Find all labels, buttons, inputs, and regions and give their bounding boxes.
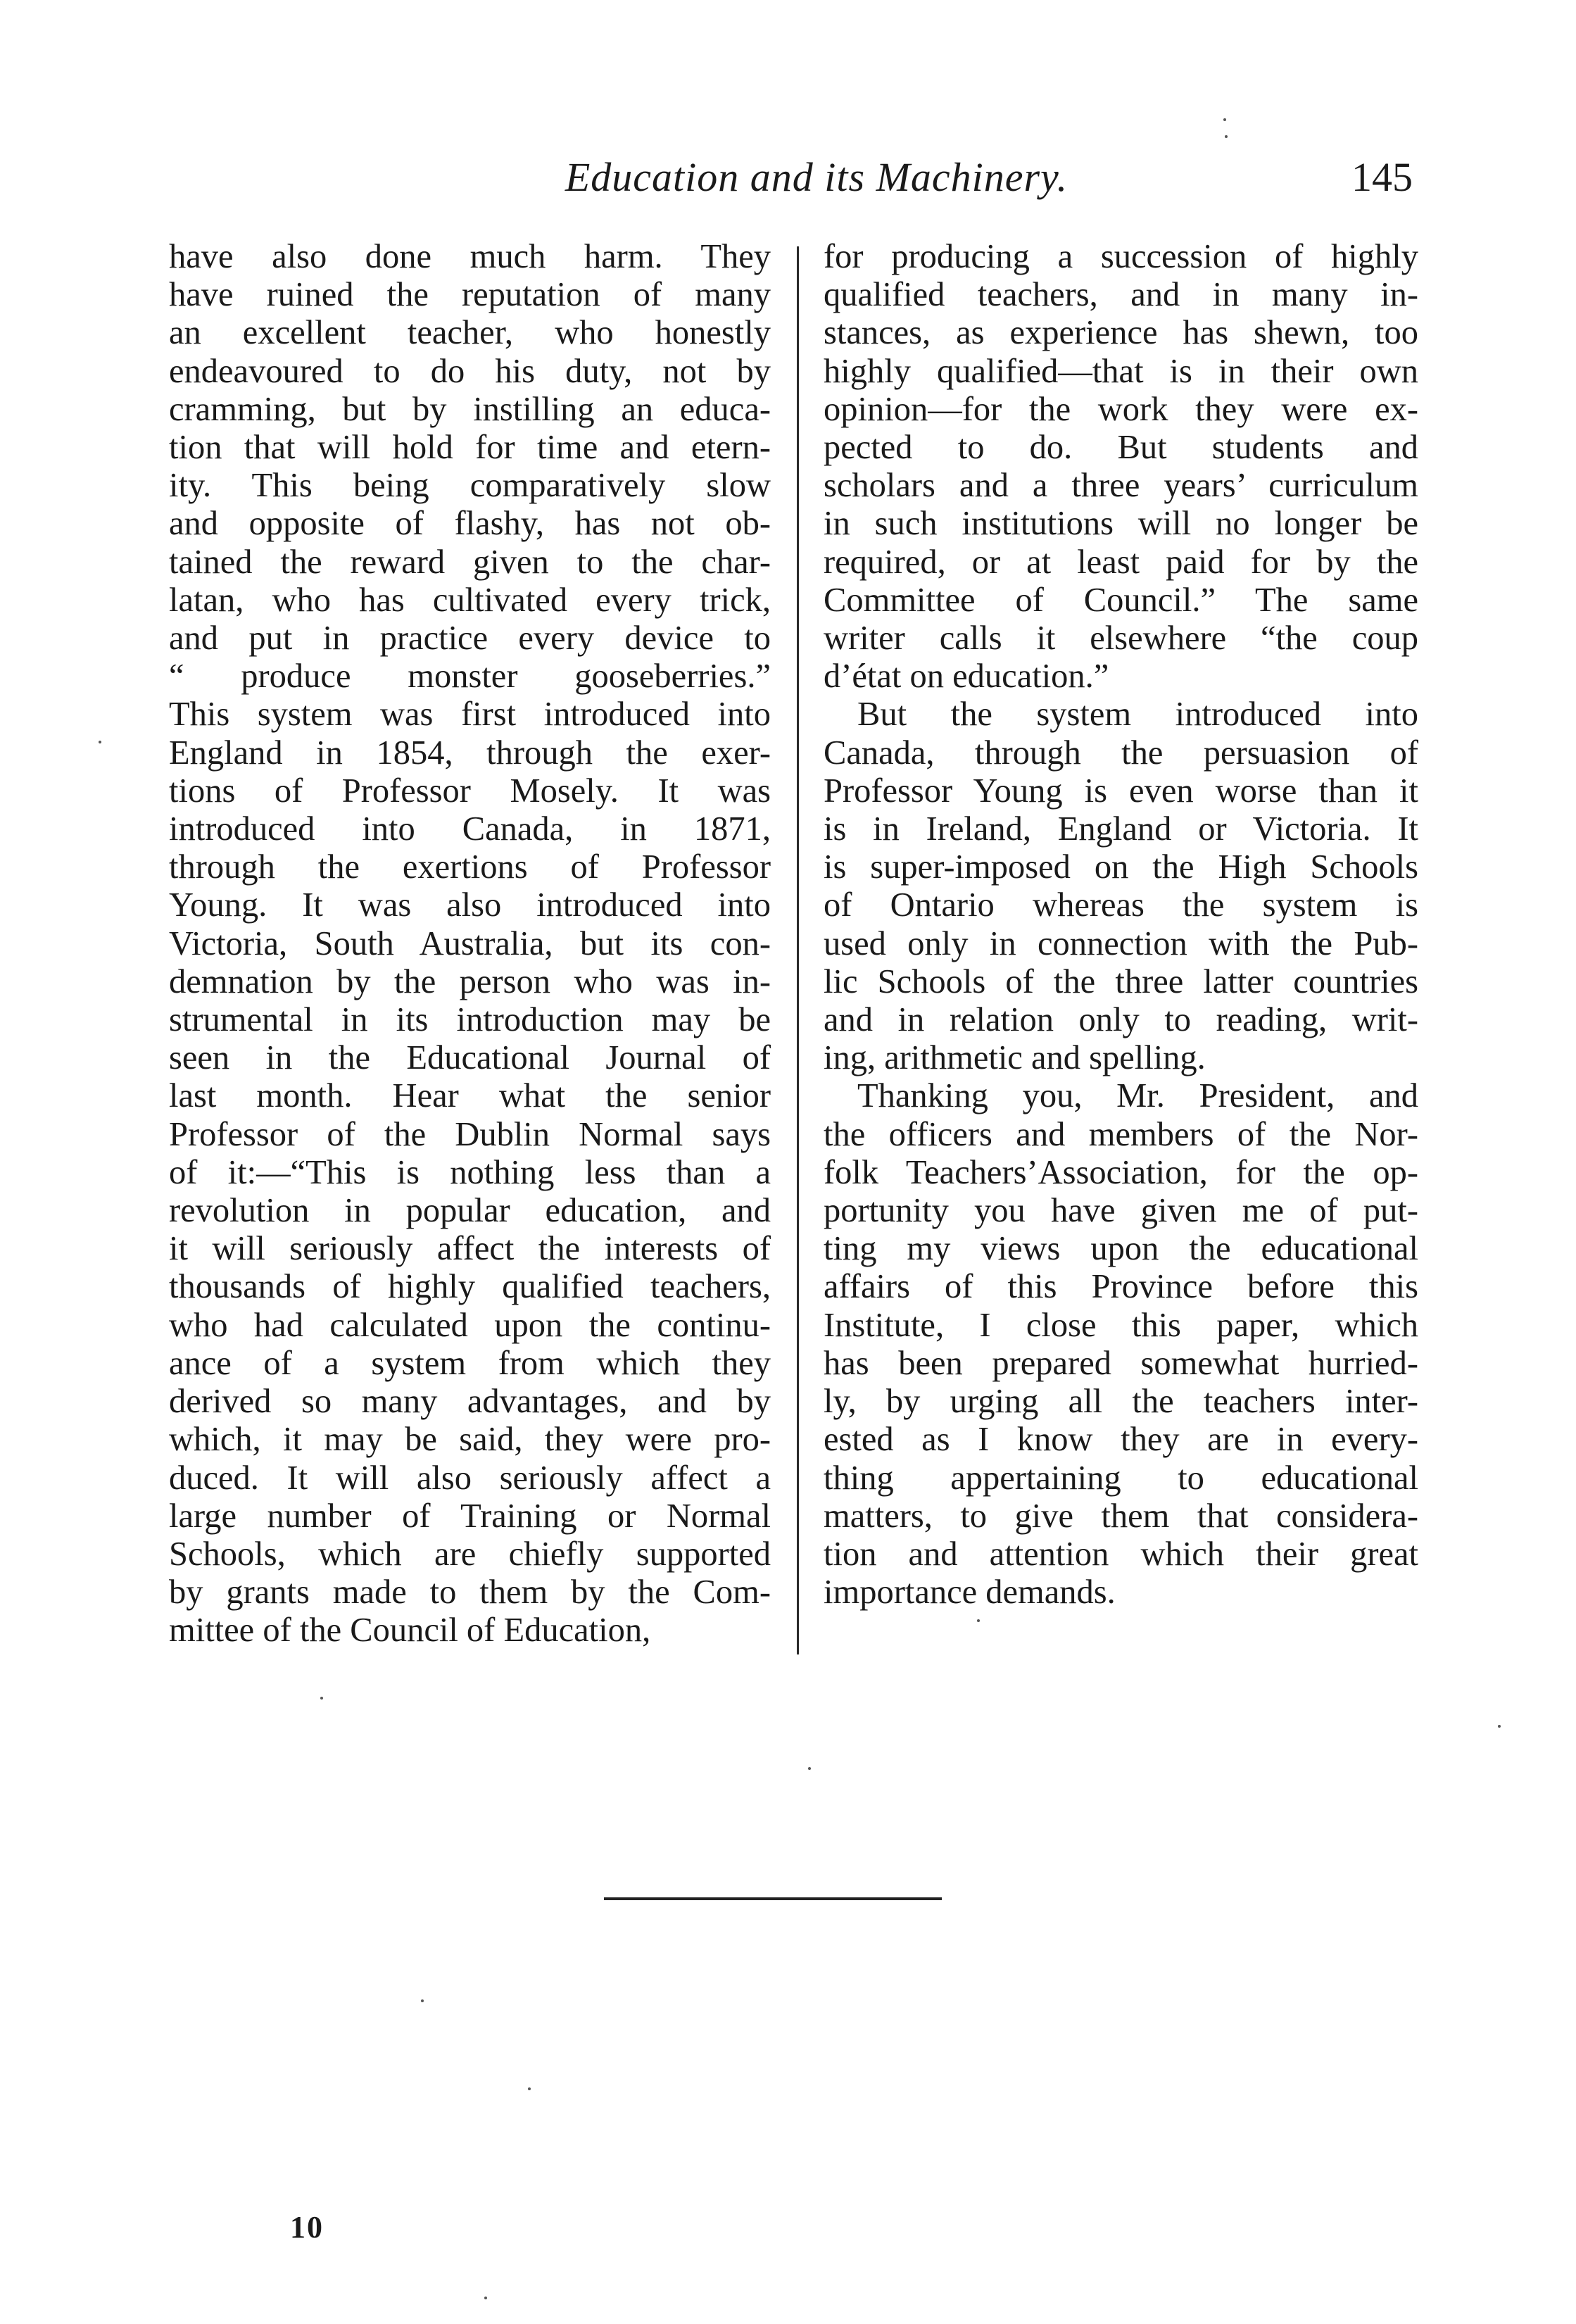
print-speck — [808, 1767, 811, 1770]
right-column — [824, 238, 1418, 1612]
text-line: tions of Professor Mosely. It was — [169, 772, 771, 810]
text-line: stances, as experience has shewn, too — [824, 314, 1418, 352]
running-title: Education and its Machinery. — [565, 154, 1068, 200]
text-line: “ produce monster gooseberries.” — [169, 658, 771, 696]
text-line: Thanking you, Mr. President, and — [857, 1077, 1418, 1115]
text-line: last month. Hear what the senior — [169, 1077, 771, 1115]
text-line: of Ontario whereas the system is — [824, 886, 1418, 924]
text-line: matters, to give them that considera- — [824, 1497, 1418, 1535]
text-line: is super-imposed on the High Schools — [824, 848, 1418, 886]
text-line: required, or at least paid for by the — [824, 543, 1418, 581]
left_column-lines — [169, 238, 771, 1650]
text-line: England in 1854, through the exer- — [169, 734, 771, 772]
text-line: through the exertions of Professor — [169, 848, 771, 886]
right_column-paragraph_2 — [824, 696, 1418, 1077]
text-line: importance demands. — [824, 1574, 1116, 1612]
text-line: strumental in its introduction may be — [169, 1001, 771, 1039]
text-line: duced. It will also seriously affect a — [169, 1459, 771, 1497]
text-line: have ruined the reputation of many — [169, 276, 771, 314]
text-line: scholars and a three years’ curriculum — [824, 467, 1418, 505]
text-line: cramming, but by instilling an educa- — [169, 390, 771, 428]
text-line: ance of a system from which they — [169, 1344, 771, 1382]
print-speck — [320, 1697, 323, 1700]
text-line: Professor Young is even worse than it — [824, 772, 1418, 810]
text-line: thousands of highly qualified teachers, — [169, 1268, 771, 1306]
text-line: But the system introduced into — [857, 696, 1418, 734]
print-speck — [1498, 1725, 1501, 1728]
text-line: qualified teachers, and in many in- — [824, 276, 1418, 314]
text-line: ested as I know they are in every- — [824, 1421, 1418, 1459]
print-speck — [1223, 118, 1226, 121]
text-line: pected to do. But students and — [824, 429, 1418, 467]
text-line: latan, who has cultivated every trick, — [169, 581, 771, 619]
text-line: has been prepared somewhat hurried- — [824, 1344, 1418, 1382]
text-line: Young. It was also introduced into — [169, 886, 771, 924]
text-line: it will seriously affect the interests of — [169, 1230, 771, 1268]
text-line: derived so many advantages, and by — [169, 1383, 771, 1421]
text-line: tion and attention which their great — [824, 1535, 1418, 1573]
text-line: Canada, through the persuasion of — [824, 734, 1418, 772]
text-line: thing appertaining to educational — [824, 1459, 1418, 1497]
text-line: who had calculated upon the continu- — [169, 1306, 771, 1344]
text-line: revolution in popular education, and — [169, 1192, 771, 1230]
text-line: Schools, which are chiefly supported — [169, 1535, 771, 1573]
column-divider — [797, 246, 799, 1654]
text-line: ity. This being comparatively slow — [169, 467, 771, 505]
text-line: is in Ireland, England or Victoria. It — [824, 810, 1418, 848]
text-line: tained the reward given to the char- — [169, 543, 771, 581]
text-line: seen in the Educational Journal of — [169, 1039, 771, 1077]
text-line: Institute, I close this paper, which — [824, 1306, 1418, 1344]
text-line: affairs of this Province before this — [824, 1268, 1418, 1306]
text-line: by grants made to them by the Com- — [169, 1574, 771, 1612]
text-line: which, it may be said, they were pro- — [169, 1421, 771, 1459]
text-line: and put in practice every device to — [169, 620, 771, 658]
text-line: opinion—for the work they were ex- — [824, 390, 1418, 428]
print-speck — [528, 2087, 531, 2090]
text-line: tion that will hold for time and etern- — [169, 429, 771, 467]
signature-mark: 10 — [290, 2210, 324, 2244]
text-line: ly, by urging all the teachers inter- — [824, 1383, 1418, 1421]
print-speck — [99, 741, 101, 743]
text-line: Committee of Council.” The same — [824, 581, 1418, 619]
page-number: 145 — [1351, 154, 1413, 200]
text-line: and opposite of flashy, has not ob- — [169, 505, 771, 543]
text-line: mittee of the Council of Education, — [169, 1612, 651, 1650]
text-line: in such institutions will no longer be — [824, 505, 1418, 543]
text-line: portunity you have given me of put- — [824, 1192, 1418, 1230]
text-line: and in relation only to reading, writ- — [824, 1001, 1418, 1039]
print-speck — [977, 1619, 980, 1622]
text-line: introduced into Canada, in 1871, — [169, 810, 771, 848]
text-line: have also done much harm. They — [169, 238, 771, 275]
text-line: writer calls it elsewhere “the coup — [824, 620, 1418, 658]
text-line: used only in connection with the Pub- — [824, 924, 1418, 962]
text-line: demnation by the person who was in- — [169, 962, 771, 1000]
right_column-paragraph_1 — [824, 238, 1418, 696]
text-line: large number of Training or Normal — [169, 1497, 771, 1535]
text-line: ing, arithmetic and spelling. — [824, 1039, 1206, 1077]
end-rule — [604, 1897, 942, 1900]
right_column-paragraph_3 — [824, 1077, 1418, 1612]
text-line: an excellent teacher, who honestly — [169, 314, 771, 352]
text-line: This system was first introduced into — [169, 696, 771, 734]
left-column — [169, 238, 771, 1650]
print-speck — [1225, 135, 1228, 138]
text-line: ting my views upon the educational — [824, 1230, 1418, 1268]
text-line: Victoria, South Australia, but its con- — [169, 924, 771, 962]
print-speck — [484, 2297, 487, 2299]
text-line: of it:—“This is nothing less than a — [169, 1153, 771, 1191]
text-line: for producing a succession of highly — [824, 238, 1418, 275]
text-line: endeavoured to do his duty, not by — [169, 352, 771, 390]
text-line: d’état on education.” — [824, 658, 1109, 696]
text-line: lic Schools of the three latter countries — [824, 962, 1418, 1000]
text-line: folk Teachers’Association, for the op- — [824, 1153, 1418, 1191]
text-line: Professor of the Dublin Normal says — [169, 1115, 771, 1153]
text-line: highly qualified—that is in their own — [824, 352, 1418, 390]
print-speck — [421, 1999, 424, 2002]
text-line: the officers and members of the Nor- — [824, 1115, 1418, 1153]
